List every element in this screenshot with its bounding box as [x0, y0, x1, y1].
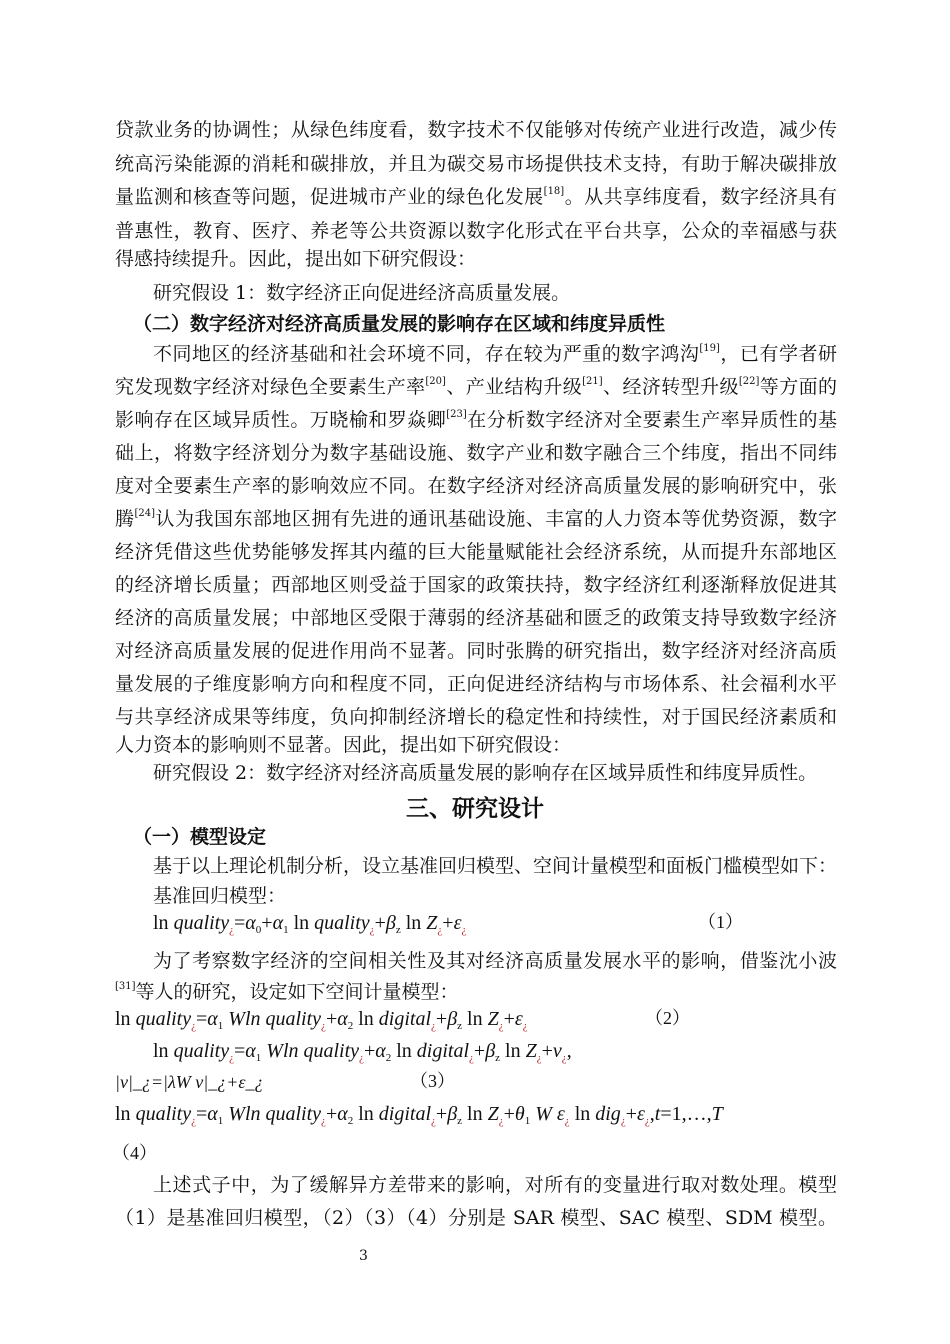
text-line	[153, 949, 837, 973]
text-segment: ，已有学者研	[719, 343, 837, 365]
formula: $\ln quality_¿=\alpha_1$ Wln $quality_¿+\alpha_2$ $\ln digital_¿+\beta_z$ $\ln Z_¿+\varepsilon_¿$ （2）	[115, 1008, 528, 1031]
equation-label: （1）	[698, 912, 743, 932]
text-segment: 等方面的	[759, 376, 837, 398]
subsection-heading	[133, 312, 855, 336]
text-segment: 量监测和核查等问题，促进城市产业的绿色化发展	[115, 186, 544, 208]
subsection-heading	[133, 825, 855, 849]
text-segment: 度对全要素生产率的影响效应不同。在数字经济对经济高质量发展的影响研究中，张	[115, 475, 837, 497]
text-segment: （1）是基准回归模型，（2）（3）（4）分别是 SAR 模型、SAC 模型、SDM 模型。	[115, 1207, 837, 1229]
text-segment: 础上，将数字经济划分为数字基础设施、数字产业和数字融合三个纬度，指出不同纬	[115, 442, 837, 464]
text-line	[115, 474, 837, 498]
text-segment: 研究假设 1：数字经济正向促进经济高质量发展。	[153, 282, 571, 304]
text-line	[115, 152, 837, 176]
text-line	[115, 606, 837, 630]
text-line	[115, 639, 837, 663]
text-line	[115, 408, 837, 432]
text-line	[115, 540, 837, 564]
text-segment: 认为我国东部地区拥有先进的通讯基础设施、丰富的人力资本等优势资源，数字	[155, 508, 837, 530]
text-line	[115, 375, 837, 399]
text-line	[115, 980, 837, 1004]
text-segment: 统高污染能源的消耗和碳排放，并且为碳交易市场提供技术支持，有助于解决碳排放	[115, 153, 837, 175]
text-line	[115, 507, 837, 531]
text-line	[115, 247, 837, 271]
text-segment: 得感持续提升。因此，提出如下研究假设：	[115, 248, 477, 270]
text-line	[153, 761, 837, 785]
text-segment: 研究假设 2：数字经济对经济高质量发展的影响存在区域异质性和纬度异质性。	[153, 762, 818, 784]
text-line	[153, 884, 837, 908]
text-segment: 经济的高质量发展；中部地区受限于薄弱的经济基础和匮乏的政策支持导致数字经济	[115, 607, 837, 629]
text-segment: 在分析数字经济对全要素生产率异质性的基	[466, 409, 837, 431]
text-line	[115, 118, 837, 142]
text-line	[115, 219, 837, 243]
text-segment: 、产业结构升级	[445, 376, 583, 398]
section-heading: 三、研究设计	[406, 795, 544, 822]
text-line	[115, 185, 837, 209]
citation-ref: [22]	[738, 376, 760, 387]
text-segment: 人力资本的影响则不显著。因此，提出如下研究假设：	[115, 734, 572, 756]
text-line	[115, 705, 837, 729]
equation-label: （3）	[410, 1071, 455, 1091]
formula-text: |v|_¿=|λW v|_¿+ε_¿	[115, 1072, 264, 1092]
text-segment: 基于以上理论机制分析，设立基准回归模型、空间计量模型和面板门槛模型如下：	[153, 855, 838, 877]
citation-ref: [24]	[134, 508, 156, 519]
formula: $\ln quality_¿=\alpha_1$ Wln $quality_¿+\alpha_2$ $\ln digital_¿+\beta_z$ $\ln Z_¿+\theta_1$ W $\varepsilon_¿$ $\ln dig_¿+\varepsilon_¿,t=1,\dots,T$	[115, 1103, 723, 1127]
text-line	[115, 441, 837, 465]
page-number: 3	[359, 1248, 368, 1264]
formula	[115, 1071, 455, 1094]
formula: $\ln quality_¿=\alpha_0+\alpha_1$ $\ln quality_¿+\beta_z$ $\ln Z_¿+\varepsilon_¿$ （1）	[153, 912, 466, 935]
text-segment: 。从共享纬度看，数字经济具有	[564, 186, 837, 208]
text-segment: 普惠性，教育、医疗、养老等公共资源以数字化形式在平台共享，公众的幸福感与获	[115, 220, 837, 242]
text-segment: 为了考察数字经济的空间相关性及其对经济高质量发展水平的影响，借鉴沈小波	[153, 950, 837, 972]
text-segment: 贷款业务的协调性；从绿色纬度看，数字技术不仅能够对传统产业进行改造，减少传	[115, 119, 837, 141]
text-line	[153, 1173, 837, 1197]
text-segment: 基准回归模型：	[153, 885, 287, 907]
text-segment: 经济凭借这些优势能够发挥其内蕴的巨大能量赋能社会经济系统，从而提升东部地区	[115, 541, 837, 563]
text-segment: （一）模型设定	[133, 826, 267, 848]
citation-ref: [31]	[115, 981, 136, 992]
text-line	[153, 281, 837, 305]
citation-ref: [19]	[699, 343, 720, 354]
text-segment: 不同地区的经济基础和社会环境不同，存在较为严重的数字鸿沟	[153, 343, 700, 365]
equation-label: （2）	[645, 1008, 690, 1028]
text-segment: 与共享经济成果等纬度，负向抑制经济增长的稳定性和持续性，对于国民经济素质和	[115, 706, 837, 728]
equation-label-4: （4）	[112, 1143, 157, 1163]
text-segment: 对经济高质量发展的促进作用尚不显著。同时张腾的研究指出，数字经济对经济高质	[115, 640, 837, 662]
text-line	[115, 1206, 837, 1230]
text-segment: 等人的研究，设定如下空间计量模型：	[135, 981, 459, 1003]
citation-ref: [21]	[582, 376, 603, 387]
citation-ref: [20]	[425, 376, 446, 387]
text-segment: （二）数字经济对经济高质量发展的影响存在区域和纬度异质性	[133, 313, 666, 335]
citation-ref: [23]	[446, 409, 467, 420]
formula: $\ln quality_¿=\alpha_1$ Wln $quality_¿+\alpha_2$ $\ln digital_¿+\beta_z$ $\ln Z_¿+v_¿$,	[153, 1040, 572, 1064]
text-segment: 的经济增长质量；西部地区则受益于国家的政策扶持，数字经济红利逐渐释放促进其	[115, 574, 837, 596]
text-line	[115, 573, 837, 597]
text-line	[115, 733, 837, 757]
text-segment: 、经济转型升级	[602, 376, 739, 398]
text-segment: 上述式子中，为了缓解异方差带来的影响，对所有的变量进行取对数处理。模型	[153, 1174, 837, 1196]
text-segment: 影响存在区域异质性。万晓榆和罗焱卿	[115, 409, 447, 431]
text-line	[115, 672, 837, 696]
text-line	[153, 342, 837, 366]
text-line	[153, 854, 837, 878]
text-segment: 腾	[115, 508, 135, 530]
text-segment: 究发现数字经济对绿色全要素生产率	[115, 376, 426, 398]
citation-ref: [18]	[543, 186, 565, 197]
text-segment: 量发展的子维度影响方向和程度不同，正向促进经济结构与市场体系、社会福利水平	[115, 673, 837, 695]
